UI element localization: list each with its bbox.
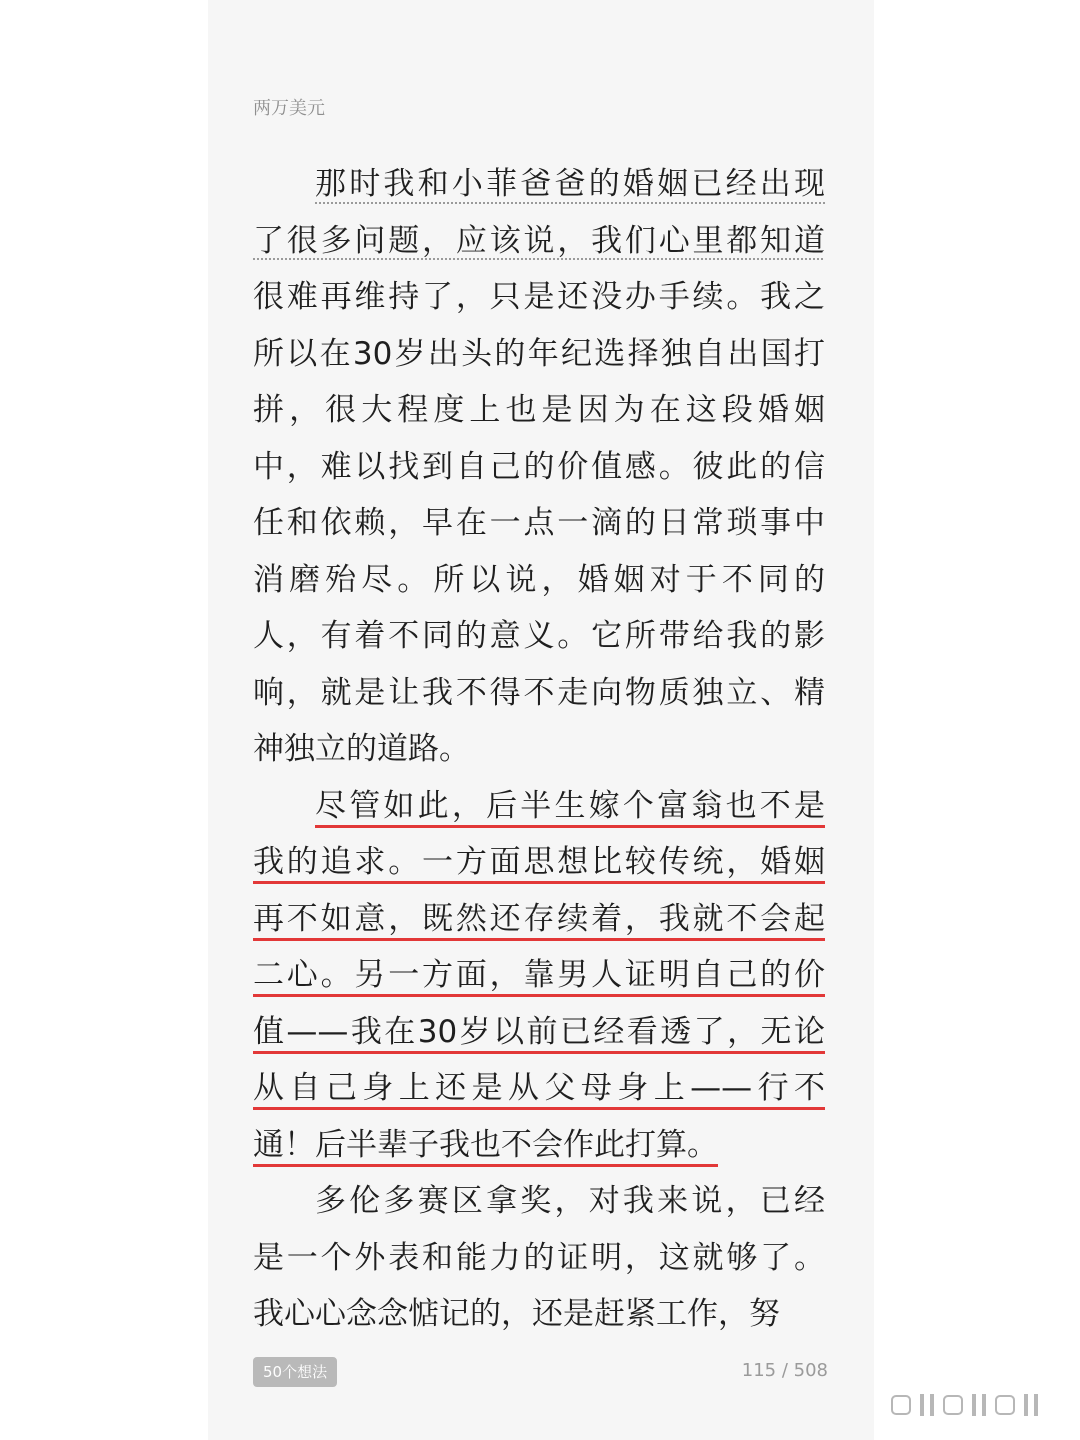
text-line-content: 神独立的道路。 <box>253 731 470 767</box>
text-line-content: 值——我在30岁以前已经看透了，无论 <box>253 1013 825 1050</box>
text-line-content: 我心心念念惦记的，还是赶紧工作，努 <box>253 1296 780 1332</box>
text-line[interactable] <box>253 665 825 722</box>
reading-content[interactable] <box>253 156 825 1343</box>
text-line-content: 了很多问题，应该说，我们心里都知道 <box>253 222 825 259</box>
reader-page[interactable] <box>208 0 874 1440</box>
text-line-content: 任和依赖，早在一点一滴的日常琐事中 <box>253 505 825 541</box>
text-line-content: 消磨殆尽。所以说，婚姻对于不同的 <box>253 561 825 598</box>
text-line[interactable] <box>253 1060 825 1117</box>
text-line[interactable] <box>253 156 825 213</box>
text-line-content: 从自己身上还是从父母身上——行不 <box>253 1070 825 1106</box>
text-line-content: 所以在30岁出头的年纪选择独自出国打 <box>253 335 825 372</box>
text-line-content: 是一个外表和能力的证明，这就够了。 <box>253 1239 825 1276</box>
text-line[interactable] <box>253 1173 825 1230</box>
text-line-content: 很难再维持了，只是还没办手续。我之 <box>253 279 825 315</box>
text-line-content: 响，就是让我不得不走向物质独立、精 <box>253 674 825 711</box>
text-line-content: 尽管如此，后半生嫁个富翁也不是 <box>315 787 825 824</box>
text-line[interactable] <box>253 947 825 1004</box>
text-line[interactable] <box>253 891 825 948</box>
page-indicator: 115 / 508 <box>741 1360 828 1381</box>
text-line-content: 那时我和小菲爸爸的婚姻已经出现 <box>315 166 825 202</box>
thoughts-button[interactable]: 50个想法 <box>253 1357 337 1387</box>
text-line[interactable] <box>253 269 825 326</box>
text-line-content: 多伦多赛区拿奖，对我来说，已经 <box>315 1183 825 1219</box>
text-line[interactable] <box>253 495 825 552</box>
text-line[interactable] <box>253 382 825 439</box>
text-line-content: 拼，很大程度上也是因为在这段婚姻 <box>253 392 825 428</box>
text-line-content: 人，有着不同的意义。它所带给我的影 <box>253 618 825 654</box>
text-line[interactable] <box>253 1286 825 1343</box>
text-line-content: 中，难以找到自己的价值感。彼此的信 <box>253 448 825 485</box>
text-line-content: 通！后半辈子我也不会作此打算。 <box>253 1126 718 1163</box>
text-line[interactable] <box>253 721 825 778</box>
text-line[interactable] <box>253 326 825 383</box>
text-line[interactable] <box>253 1117 825 1174</box>
text-line[interactable] <box>253 608 825 665</box>
text-line-content: 二心。另一方面，靠男人证明自己的价 <box>253 957 825 993</box>
text-line[interactable] <box>253 552 825 609</box>
text-line[interactable] <box>253 834 825 891</box>
text-line[interactable] <box>253 1004 825 1061</box>
text-line-content: 再不如意，既然还存续着，我就不会起 <box>253 900 825 937</box>
text-line[interactable] <box>253 213 825 270</box>
text-line[interactable] <box>253 1230 825 1287</box>
book-title: 两万美元 <box>253 98 325 119</box>
text-line[interactable] <box>253 439 825 496</box>
text-line[interactable] <box>253 778 825 835</box>
text-line-content: 我的追求。一方面思想比较传统，婚姻 <box>253 844 825 880</box>
watermark-icon <box>890 1390 1060 1420</box>
